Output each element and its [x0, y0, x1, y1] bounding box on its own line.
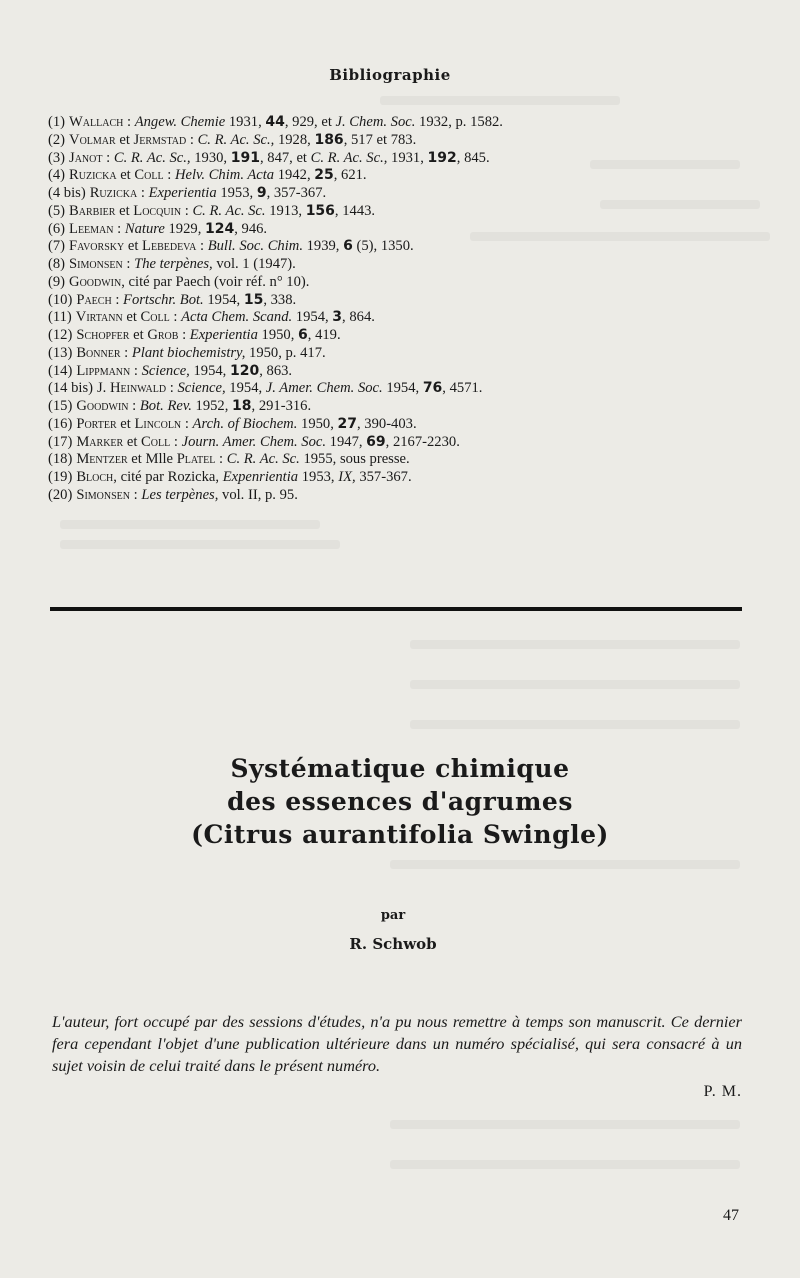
- reference-text: 1950, p. 417.: [245, 344, 326, 361]
- reference-text: 1932, p. 1582.: [415, 114, 503, 130]
- reference-number: (12): [48, 327, 73, 343]
- reference-item: [48, 380, 748, 398]
- reference-volume: 191: [230, 149, 260, 166]
- reference-item: [48, 434, 748, 452]
- reference-source: Bull. Soc. Chim.: [207, 238, 303, 255]
- reference-author: Jermstad: [133, 131, 187, 148]
- reference-source: The terpènes,: [134, 256, 213, 272]
- page-number: 47: [723, 1207, 739, 1224]
- reference-author: Barbier: [69, 202, 116, 219]
- reference-text: :: [122, 256, 135, 272]
- reference-source: Angew. Chemie: [134, 114, 226, 130]
- reference-author: Volmar: [69, 131, 116, 148]
- reference-number: (1): [48, 114, 66, 130]
- reference-item: [48, 185, 748, 203]
- reference-volume: 3: [332, 309, 343, 326]
- reference-author: Locquin: [133, 202, 182, 219]
- reference-text: :: [181, 202, 193, 219]
- reference-volume: 120: [229, 362, 260, 379]
- reference-number: (11): [48, 309, 72, 326]
- reference-text: 1954,: [189, 362, 230, 379]
- reference-author: Lebedeva: [142, 238, 197, 255]
- reference-source: Science,: [177, 380, 226, 397]
- reference-source: Bot. Rev.: [139, 398, 192, 414]
- reference-text: , 621.: [333, 167, 367, 184]
- reference-volume: 156: [305, 202, 335, 219]
- reference-number: (17): [48, 433, 73, 450]
- reference-author: Lincoln: [134, 415, 182, 432]
- reference-number: (14 bis): [48, 380, 93, 397]
- reference-number: (2): [48, 131, 66, 148]
- reference-text: , 946.: [234, 220, 268, 237]
- reference-item: [48, 274, 748, 292]
- reference-number: (3): [48, 149, 66, 166]
- reference-author: Ruzicka: [69, 167, 117, 184]
- reference-text: , cité par Paech (voir réf. n° 10).: [121, 273, 310, 290]
- reference-text: , 390-403.: [357, 415, 417, 432]
- reference-source: C. R. Ac. Sc.,: [197, 131, 275, 148]
- reference-text: :: [111, 291, 124, 308]
- reference-volume: 124: [205, 220, 235, 237]
- reference-number: (18): [48, 451, 73, 468]
- reference-item: [48, 132, 748, 150]
- reference-text: :: [186, 131, 198, 148]
- reference-text: J.: [97, 380, 110, 397]
- reference-number: (7): [48, 238, 66, 255]
- reference-text: 1928,: [274, 131, 315, 148]
- reference-text: , 357-367.: [266, 185, 327, 201]
- reference-author: Janot: [69, 149, 103, 166]
- reference-source: J. Chem. Soc.: [335, 114, 416, 130]
- reference-author: Coll: [140, 309, 170, 326]
- reference-text: 1950,: [297, 415, 338, 432]
- reference-source: C. R. Ac. Sc.,: [113, 149, 191, 166]
- reference-text: 1947,: [326, 433, 367, 450]
- reference-source: Expenrientia: [222, 469, 299, 485]
- reference-author: Ruzicka: [89, 185, 138, 201]
- reference-text: (5), 1350.: [352, 238, 414, 255]
- reference-text: :: [170, 433, 182, 450]
- reference-text: , 845.: [456, 149, 490, 166]
- reference-text: 1952,: [191, 398, 233, 414]
- reference-text: 1913,: [265, 202, 306, 219]
- reference-item: [48, 238, 748, 256]
- reference-author: Coll: [141, 433, 171, 450]
- reference-item: [48, 221, 748, 239]
- reference-text: , 1443.: [334, 202, 376, 219]
- reference-author: Goodwin: [69, 273, 122, 290]
- reference-text: , cité par Rozicka,: [113, 469, 223, 485]
- reference-text: , 847, et: [259, 149, 311, 166]
- reference-volume: 9: [256, 185, 267, 201]
- reference-item: [48, 345, 748, 363]
- reference-text: 357-367.: [355, 469, 412, 485]
- reference-volume: 15: [243, 291, 264, 308]
- reference-author: Favorsky: [69, 238, 125, 255]
- reference-text: 1953,: [216, 185, 257, 201]
- article-title-line-2: des essences d'agrumes: [227, 787, 573, 816]
- reference-source: IX,: [338, 469, 356, 485]
- reference-author: Coll: [134, 167, 164, 184]
- reference-text: , 864.: [342, 309, 375, 326]
- reference-text: :: [130, 362, 142, 379]
- reference-text: 1942,: [274, 167, 315, 184]
- reference-author: Simonsen: [69, 256, 123, 272]
- reference-volume: 27: [337, 415, 357, 432]
- reference-item: [48, 416, 748, 434]
- reference-volume: 6: [298, 327, 308, 343]
- reference-volume: 186: [314, 131, 344, 148]
- reference-item: [48, 292, 748, 310]
- reference-text: :: [181, 415, 193, 432]
- reference-source: Science,: [141, 362, 190, 379]
- reference-author: Goodwin: [76, 398, 129, 414]
- reference-text: et Mlle: [127, 451, 177, 468]
- reference-item: [48, 327, 748, 345]
- reference-text: :: [113, 220, 125, 237]
- reference-volume: 69: [366, 433, 386, 450]
- reference-item: [48, 363, 748, 381]
- reference-author: Grob: [147, 327, 179, 343]
- reference-text: 1954,: [225, 380, 266, 397]
- reference-text: et: [116, 167, 135, 184]
- reference-text: :: [166, 380, 178, 397]
- reference-number: (6): [48, 220, 66, 237]
- reference-text: :: [178, 327, 190, 343]
- reference-author: Leeman: [69, 220, 114, 237]
- reference-source: Journ. Amer. Chem. Soc.: [181, 433, 327, 450]
- reference-author: Platel: [176, 451, 216, 468]
- article-title-line-3: (Citrus aurantifolia Swingle): [191, 820, 609, 849]
- reference-number: (16): [48, 415, 73, 432]
- reference-text: , 291-316.: [251, 398, 312, 414]
- reference-item: [48, 203, 748, 221]
- reference-volume: 25: [314, 167, 334, 184]
- reference-item: [48, 256, 748, 274]
- reference-text: :: [128, 398, 140, 414]
- reference-text: , 929, et: [284, 114, 336, 130]
- reference-item: [48, 398, 748, 416]
- reference-source: J. Amer. Chem. Soc.: [265, 380, 383, 397]
- reference-text: :: [196, 238, 208, 255]
- reference-source: C. R. Ac. Sc.,: [310, 149, 388, 166]
- reference-text: 1950,: [257, 327, 299, 343]
- reference-source: Nature: [124, 220, 165, 237]
- reference-text: et: [123, 433, 142, 450]
- reference-text: 1955, sous presse.: [299, 451, 410, 468]
- reference-number: (20): [48, 486, 73, 503]
- reference-text: et: [122, 309, 141, 326]
- reference-source: Plant biochemistry,: [131, 344, 246, 361]
- section-divider: [50, 607, 742, 611]
- reference-text: et: [129, 327, 148, 343]
- reference-source: C. R. Ac. Sc.: [226, 451, 300, 468]
- reference-text: , 338.: [263, 291, 297, 308]
- reference-author: Lippmann: [76, 362, 131, 379]
- editorial-note: L'auteur, fort occupé par des sessions d'études, n'a pu nous remettre à temps son manuscrit. Ce dernier fera cependant l'objet d'une publication ultérieure dans un numéro spécialisé, qui sera consacré à un sujet voisin de celui traité dans le présent numéro.: [52, 1012, 742, 1076]
- article-title-line-1: Systématique chimique: [230, 754, 570, 783]
- reference-item: [48, 487, 748, 505]
- reference-text: :: [137, 185, 149, 201]
- reference-text: 1931,: [225, 114, 266, 130]
- reference-text: 1954,: [203, 291, 244, 308]
- reference-source: C. R. Ac. Sc.: [192, 202, 266, 219]
- reference-author: Paech: [76, 291, 112, 308]
- bibliography-heading: Bibliographie: [329, 66, 451, 84]
- reference-number: (4): [48, 167, 66, 184]
- reference-list: [48, 114, 748, 505]
- reference-text: 1930,: [190, 149, 231, 166]
- reference-text: vol. II, p. 95.: [218, 486, 298, 503]
- reference-item: [48, 114, 748, 132]
- reference-text: 1939,: [302, 238, 344, 255]
- reference-text: , 4571.: [442, 380, 483, 397]
- reference-item: [48, 309, 748, 327]
- reference-text: :: [130, 486, 142, 503]
- reference-number: (19): [48, 469, 73, 485]
- reference-text: :: [120, 344, 132, 361]
- reference-text: et: [116, 415, 135, 432]
- reference-author: Marker: [76, 433, 124, 450]
- reference-text: vol. 1 (1947).: [212, 256, 296, 272]
- reference-source: Helv. Chim. Acta: [174, 167, 275, 184]
- reference-text: :: [123, 114, 135, 130]
- reference-source: Experientia: [148, 185, 217, 201]
- article-title: [0, 752, 800, 851]
- reference-number: (14): [48, 362, 73, 379]
- reference-number: (10): [48, 291, 73, 308]
- reference-number: (4 bis): [48, 185, 86, 201]
- reference-volume: 76: [422, 380, 443, 397]
- reference-text: et: [115, 202, 134, 219]
- reference-item: [48, 451, 748, 469]
- reference-author: Simonsen: [76, 486, 131, 503]
- reference-source: Les terpènes,: [141, 486, 219, 503]
- reference-volume: 44: [265, 114, 285, 130]
- reference-text: 1953,: [298, 469, 339, 485]
- reference-number: (13): [48, 344, 73, 361]
- reference-text: 1929,: [164, 220, 205, 237]
- reference-number: (8): [48, 256, 66, 272]
- reference-text: , 419.: [307, 327, 341, 343]
- reference-source: Arch. of Biochem.: [192, 415, 298, 432]
- reference-text: :: [169, 309, 182, 326]
- reference-source: Fortschr. Bot.: [123, 291, 204, 308]
- reference-source: Experientia: [189, 327, 258, 343]
- reference-author: Heinwald: [109, 380, 167, 397]
- reference-number: (9): [48, 273, 66, 290]
- reference-author: Bloch: [76, 469, 114, 485]
- reference-text: 1954,: [292, 309, 333, 326]
- reference-volume: 192: [427, 149, 457, 166]
- reference-text: et: [115, 131, 134, 148]
- byline-par: par: [380, 908, 406, 923]
- reference-source: Acta Chem. Scand.: [181, 309, 293, 326]
- reference-author: Mentzer: [76, 451, 128, 468]
- reference-text: , 517 et 783.: [343, 131, 417, 148]
- reference-volume: 6: [343, 238, 353, 255]
- reference-text: , 2167-2230.: [385, 433, 460, 450]
- reference-author: Bonner: [76, 344, 121, 361]
- reference-text: :: [102, 149, 114, 166]
- reference-text: 1954,: [382, 380, 423, 397]
- reference-item: [48, 167, 748, 185]
- reference-text: et: [124, 238, 143, 255]
- reference-author: Porter: [76, 415, 117, 432]
- reference-number: (15): [48, 398, 73, 414]
- reference-author: Wallach: [69, 114, 124, 130]
- reference-item: [48, 150, 748, 168]
- reference-volume: 18: [232, 398, 252, 414]
- reference-text: :: [163, 167, 175, 184]
- reference-author: Schopfer: [76, 327, 130, 343]
- reference-author: Virtann: [75, 309, 123, 326]
- reference-text: 1931,: [387, 149, 428, 166]
- reference-number: (5): [48, 202, 66, 219]
- editor-signature: P. M.: [703, 1083, 742, 1100]
- author-name: R. Schwob: [349, 935, 437, 953]
- reference-text: , 863.: [259, 362, 293, 379]
- reference-text: :: [215, 451, 227, 468]
- reference-item: [48, 469, 748, 487]
